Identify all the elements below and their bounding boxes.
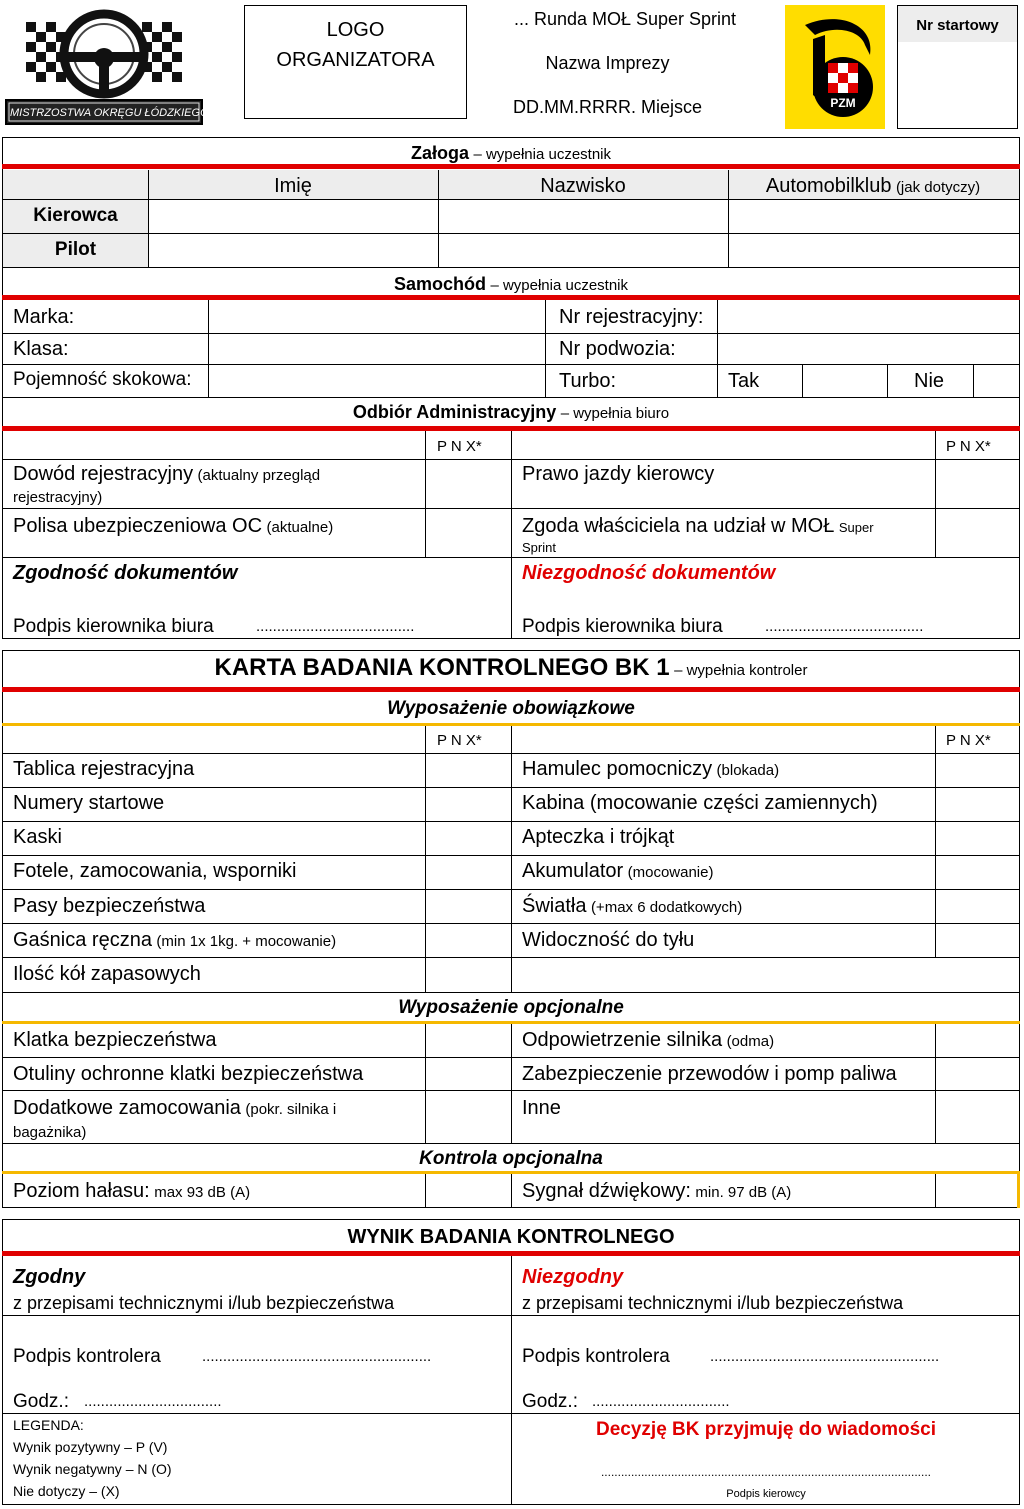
noise-label: Poziom hałasu: max 93 dB (A) — [13, 1180, 251, 1202]
optional-title: Wyposażenie opcjonalne — [398, 997, 624, 1018]
mandatory-item: Apteczka i trójkąt — [522, 826, 675, 848]
turbo-yes-checkbox[interactable] — [803, 365, 887, 397]
check-cell[interactable] — [936, 754, 1019, 787]
result-ok-rules: z przepisami technicznymi i/lub bezpieczeństwa — [13, 1293, 395, 1313]
check-cell[interactable] — [936, 856, 1019, 889]
pzm-text: PZM — [830, 96, 856, 110]
inspector-sign-right-dots[interactable]: ....................................................... — [710, 1348, 940, 1365]
check-cell[interactable] — [936, 1025, 1019, 1057]
car-title: Samochód – wypełnia uczestnik — [393, 274, 629, 294]
mistrzostwa-logo — [2, 2, 209, 128]
check-cell[interactable] — [426, 1091, 511, 1143]
pilot-last-name-field[interactable] — [439, 234, 728, 267]
car-registration-label: Nr rejestracyjny: — [559, 306, 704, 328]
time-left: Godz.: — [13, 1391, 69, 1412]
check-cell[interactable] — [936, 890, 1019, 923]
reg-doc-label: Dowód rejestracyjny (aktualny przegląd — [13, 463, 321, 485]
admin-title: Odbiór Administracyjny – wypełnia biuro — [352, 402, 670, 422]
mandatory-pnx-right: P N X* — [946, 732, 991, 749]
reg-doc-check[interactable] — [426, 460, 511, 508]
car-class-field[interactable] — [209, 334, 545, 364]
office-sign-left-dots[interactable]: ...................................... — [256, 618, 415, 635]
car-make-field[interactable] — [209, 301, 545, 333]
mandatory-item: Światła (+max 6 dodatkowych) — [522, 895, 743, 917]
legend-title: LEGENDA: — [13, 1417, 84, 1433]
check-cell[interactable] — [426, 958, 511, 992]
mandatory-item: Akumulator (mocowanie) — [522, 860, 714, 882]
check-cell[interactable] — [936, 822, 1019, 855]
mandatory-item: Pasy bezpieczeństwa — [13, 895, 206, 917]
check-cell[interactable] — [936, 1091, 1019, 1143]
car-chassis-field[interactable] — [718, 334, 1019, 364]
check-cell[interactable] — [936, 924, 1019, 957]
mandatory-item: Kabina (mocowanie części zamiennych) — [522, 792, 878, 814]
inspector-sign-left: Podpis kontrolera — [13, 1346, 161, 1367]
time-right: Godz.: — [522, 1391, 578, 1412]
license-label: Prawo jazdy kierowcy — [522, 463, 715, 485]
reg-doc-note2: rejestracyjny) — [13, 489, 103, 506]
crew-col-club: Automobilklub (jak dotyczy) — [765, 175, 981, 197]
horn-check[interactable] — [936, 1175, 1017, 1207]
car-registration-field[interactable] — [718, 301, 1019, 333]
result-ok-label: Zgodny — [13, 1266, 86, 1288]
crew-title: Załoga – wypełnia uczestnik — [410, 143, 612, 163]
mandatory-item: Fotele, zamocowania, wsporniki — [13, 860, 297, 882]
office-sign-right-dots[interactable]: ...................................... — [765, 618, 924, 635]
check-cell[interactable] — [426, 1025, 511, 1057]
mandatory-item: Hamulec pomocniczy (blokada) — [522, 758, 780, 780]
mandatory-item: Widoczność do tyłu — [522, 929, 695, 951]
result-not-ok-label: Niezgodny — [522, 1266, 624, 1288]
time-right-dots[interactable]: ................................. — [592, 1393, 730, 1410]
fuel-protection-label: Zabezpieczenie przewodów i pomp paliwa — [522, 1063, 897, 1085]
car-chassis-label: Nr podwozia: — [559, 338, 676, 360]
consent-label: Zgoda właściciela na udział w MOŁ Super — [522, 515, 874, 537]
pzm-logo — [785, 5, 885, 129]
inspector-sign-left-dots[interactable]: ....................................................... — [202, 1348, 432, 1365]
check-cell[interactable] — [426, 822, 511, 855]
event-name: Nazwa Imprezy — [545, 53, 670, 73]
driver-last-name-field[interactable] — [439, 200, 728, 233]
admin-pnx-right: P N X* — [946, 438, 991, 455]
inspection-title: KARTA BADANIA KONTROLNEGO BK 1 – wypełnia kontroler — [214, 654, 808, 681]
start-number-label: Nr startowy — [916, 17, 999, 34]
license-check[interactable] — [936, 460, 1019, 508]
insurance-check[interactable] — [426, 509, 511, 557]
car-class-label: Klasa: — [13, 338, 69, 360]
league-name: MISTRZOSTWA OKRĘGU ŁÓDZKIEGO — [10, 107, 209, 119]
cage-pads-label: Otuliny ochronne klatki bezpieczeństwa — [13, 1063, 364, 1085]
row-pilot-label: Pilot — [54, 239, 97, 260]
pilot-first-name-field[interactable] — [149, 234, 438, 267]
check-cell[interactable] — [426, 856, 511, 889]
admin-pnx-left: P N X* — [437, 438, 482, 455]
car-make-label: Marka: — [13, 306, 75, 328]
mandatory-item: Tablica rejestracyjna — [13, 758, 195, 780]
noise-check[interactable] — [426, 1175, 511, 1207]
consent-check[interactable] — [936, 509, 1019, 557]
organizer-logo-line2: ORGANIZATORA — [276, 49, 435, 71]
mandatory-pnx-left: P N X* — [437, 732, 482, 749]
driver-club-field[interactable] — [729, 200, 1019, 233]
crew-col-first-name: Imię — [274, 175, 312, 197]
horn-label: Sygnał dźwiękowy: min. 97 dB (A) — [522, 1180, 792, 1202]
driver-sign-dots[interactable]: ................................................................................................... — [600, 1466, 932, 1478]
extra-mount-note2: bagażnika) — [13, 1124, 87, 1141]
car-displacement-field[interactable] — [209, 365, 545, 397]
mandatory-item: Gaśnica ręczna (min 1x 1kg. + mocowanie) — [13, 929, 337, 951]
mandatory-item: Kaski — [13, 826, 62, 848]
organizer-logo-line1: LOGO — [326, 19, 385, 41]
legend-na: Nie dotyczy – (X) — [13, 1483, 120, 1499]
cage-label: Klatka bezpieczeństwa — [13, 1029, 217, 1051]
inspector-sign-right: Podpis kontrolera — [522, 1346, 670, 1367]
result-title: WYNIK BADANIA KONTROLNEGO — [347, 1226, 675, 1248]
check-cell[interactable] — [426, 924, 511, 957]
driver-first-name-field[interactable] — [149, 200, 438, 233]
time-left-dots[interactable]: ................................. — [84, 1393, 222, 1410]
organizer-logo-box — [244, 5, 467, 119]
event-round: ... Runda MOŁ Super Sprint — [513, 9, 737, 29]
turbo-no-label: Nie — [914, 370, 945, 392]
insurance-label: Polisa ubezpieczeniowa OC (aktualne) — [13, 515, 334, 537]
check-cell[interactable] — [936, 1058, 1019, 1090]
check-cell[interactable] — [426, 890, 511, 923]
mandatory-item: Numery startowe — [13, 792, 165, 814]
office-sign-left: Podpis kierownika biura — [13, 616, 214, 637]
row-driver-label: Kierowca — [33, 205, 118, 226]
driver-sign-label: Podpis kierowcy — [726, 1488, 806, 1500]
office-sign-right: Podpis kierownika biura — [522, 616, 723, 637]
docs-ok-label: Zgodność dokumentów — [13, 562, 238, 584]
car-displacement-label: Pojemność skokowa: — [13, 369, 192, 390]
docs-not-ok-label: Niezgodność dokumentów — [522, 562, 776, 584]
mandatory-item: Ilość kół zapasowych — [13, 963, 201, 985]
extra-mount-label: Dodatkowe zamocowania (pokr. silnika i — [13, 1097, 337, 1119]
other-label: Inne — [522, 1097, 561, 1119]
check-cell[interactable] — [426, 788, 511, 821]
consent-note2: Sprint — [522, 540, 556, 555]
breather-label: Odpowietrzenie silnika (odma) — [522, 1029, 775, 1051]
result-not-ok-rules: z przepisami technicznymi i/lub bezpieczeństwa — [522, 1293, 904, 1313]
legend-positive: Wynik pozytywny – P (V) — [13, 1439, 168, 1455]
start-number-box[interactable] — [897, 5, 1018, 129]
ack-text: Decyzję BK przyjmuję do wiadomości — [596, 1419, 936, 1440]
crew-col-last-name: Nazwisko — [540, 175, 626, 197]
car-turbo-label: Turbo: — [559, 370, 617, 392]
check-cell[interactable] — [936, 788, 1019, 821]
check-cell[interactable] — [426, 754, 511, 787]
check-cell[interactable] — [426, 1058, 511, 1090]
pilot-club-field[interactable] — [729, 234, 1019, 267]
optional-control-title: Kontrola opcjonalna — [419, 1148, 603, 1169]
event-date-place: DD.MM.RRRR. Miejsce — [513, 97, 702, 117]
turbo-no-checkbox[interactable] — [974, 365, 1019, 397]
mandatory-title: Wyposażenie obowiązkowe — [387, 698, 635, 719]
legend-negative: Wynik negatywny – N (O) — [13, 1461, 172, 1477]
turbo-yes-label: Tak — [728, 370, 760, 392]
